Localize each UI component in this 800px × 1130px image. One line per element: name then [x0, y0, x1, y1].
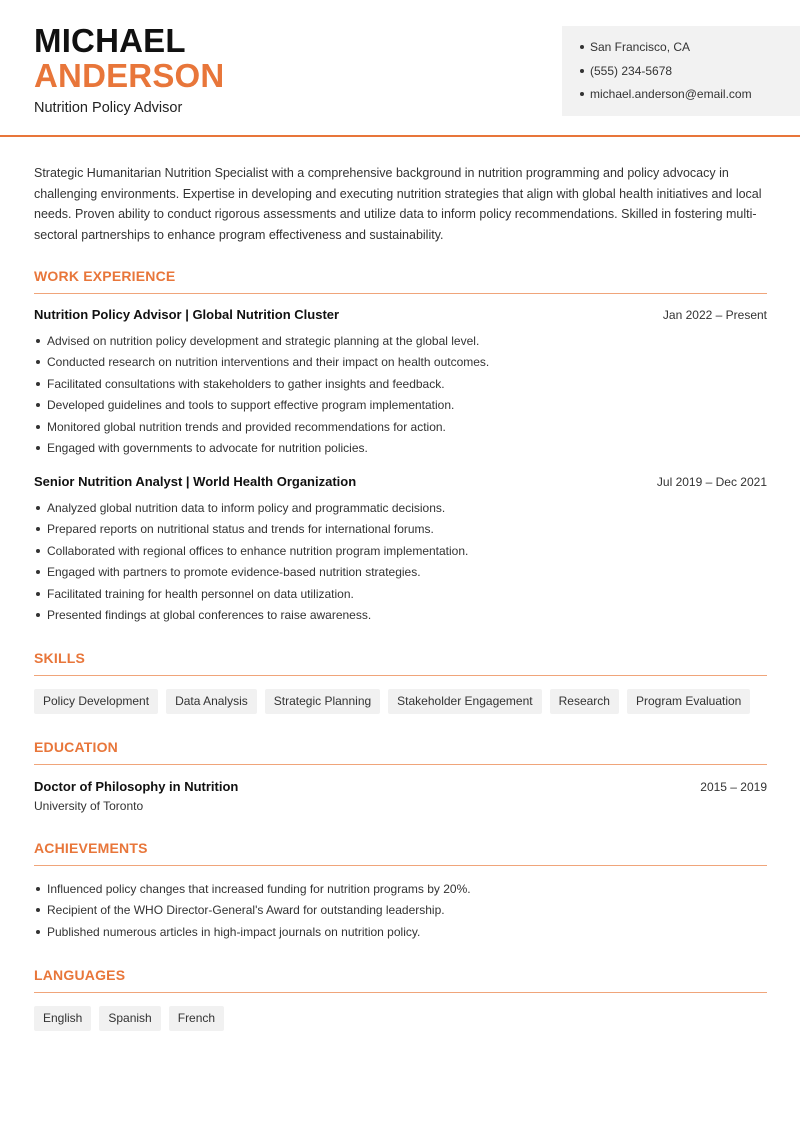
list-item: Monitored global nutrition trends and provided recommendations for action. — [34, 419, 767, 440]
list-item: Conducted research on nutrition interventions and their impact on health outcomes. — [34, 354, 767, 375]
first-name: MICHAEL — [34, 22, 186, 59]
contact-phone: (555) 234-5678 — [580, 63, 782, 87]
language-chip: Spanish — [99, 1006, 160, 1031]
job-title-company: Nutrition Policy Advisor | Global Nutrition Cluster — [34, 307, 340, 322]
skill-chip: Strategic Planning — [265, 689, 380, 714]
full-name — [34, 24, 224, 93]
job-dates: Jan 2022 – Present — [662, 308, 767, 322]
job-dates: Jul 2019 – Dec 2021 — [656, 475, 767, 489]
list-item: Recipient of the WHO Director-General's Award for outstanding leadership. — [34, 902, 767, 923]
section-title-languages: LANGUAGES — [34, 967, 767, 993]
education-entry — [34, 779, 767, 813]
list-item: Facilitated training for health personnel on data utilization. — [34, 586, 767, 607]
contact-email: michael.anderson@email.com — [580, 86, 782, 110]
list-item: Engaged with governments to advocate for nutrition policies. — [34, 440, 767, 461]
job-entry — [34, 307, 767, 461]
achievements-list — [34, 881, 767, 945]
school-name: University of Toronto — [34, 799, 144, 813]
list-item: Influenced policy changes that increased funding for nutrition programs by 20%. — [34, 881, 767, 902]
skill-chip: Program Evaluation — [627, 689, 750, 714]
job-entry — [34, 474, 767, 628]
job-title-company: Senior Nutrition Analyst | World Health Organization — [34, 474, 357, 489]
section-title-education: EDUCATION — [34, 739, 767, 765]
job-title: Nutrition Policy Advisor — [34, 100, 183, 116]
profile-summary: Strategic Humanitarian Nutrition Specialist with a comprehensive background in nutrition programming and policy advocacy in challenging environments. Expertise in developing and executing nutrition strategies that align with global health initiatives and local needs. Proven ability to conduct rigorous assessments and utilize data to inform policy recommendations. Skilled in fostering multi-sectoral partnerships to enhance program effectiveness and sustainability. — [34, 166, 762, 242]
list-item: Facilitated consultations with stakeholders to gather insights and feedback. — [34, 376, 767, 397]
skills-chip-list — [34, 689, 750, 714]
education-dates: 2015 – 2019 — [700, 780, 767, 794]
section-title-work-experience: WORK EXPERIENCE — [34, 268, 767, 294]
list-item: Analyzed global nutrition data to inform policy and programmatic decisions. — [34, 500, 767, 521]
list-item: Published numerous articles in high-impact journals on nutrition policy. — [34, 924, 767, 945]
degree-name: Doctor of Philosophy in Nutrition — [34, 779, 239, 794]
skill-chip: Policy Development — [34, 689, 158, 714]
job-bullets — [34, 333, 767, 461]
contact-box — [562, 26, 800, 116]
section-title-skills: SKILLS — [34, 650, 767, 676]
list-item: Collaborated with regional offices to enhance nutrition program implementation. — [34, 543, 767, 564]
section-title-achievements: ACHIEVEMENTS — [34, 840, 767, 866]
list-item: Prepared reports on nutritional status and trends for international forums. — [34, 521, 767, 542]
skill-chip: Research — [550, 689, 619, 714]
list-item: Developed guidelines and tools to support effective program implementation. — [34, 397, 767, 418]
contact-list — [580, 39, 782, 110]
languages-chip-list — [34, 1006, 224, 1031]
skill-chip: Stakeholder Engagement — [388, 689, 541, 714]
last-name: ANDERSON — [34, 57, 225, 94]
list-item: Engaged with partners to promote evidence-based nutrition strategies. — [34, 564, 767, 585]
job-bullets — [34, 500, 767, 628]
language-chip: English — [34, 1006, 91, 1031]
resume-header — [0, 0, 800, 137]
language-chip: French — [169, 1006, 224, 1031]
skill-chip: Data Analysis — [166, 689, 257, 714]
contact-location: San Francisco, CA — [580, 39, 782, 63]
list-item: Advised on nutrition policy development and strategic planning at the global level. — [34, 333, 767, 354]
list-item: Presented findings at global conferences to raise awareness. — [34, 607, 767, 628]
